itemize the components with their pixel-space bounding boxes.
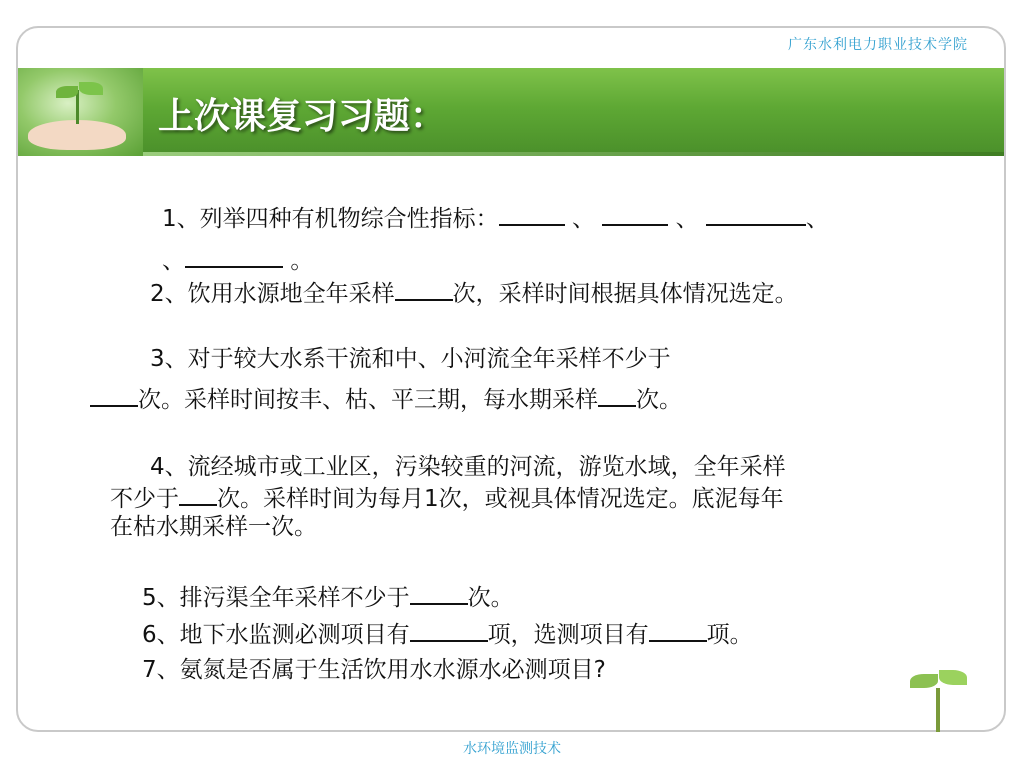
hand-sprout-image: [18, 68, 143, 156]
blank: [179, 482, 217, 506]
question-3-line-2: [90, 383, 682, 415]
question-2-text-end: 次，采样时间根据具体情况选定。: [452, 281, 798, 307]
blank: [649, 618, 707, 642]
blank: [410, 581, 468, 605]
question-4-text-cont: 次。采样时间为每月1次，或视具体情况选定。底泥每年: [217, 486, 784, 512]
sprout-leaf-icon: [910, 674, 938, 688]
slide-title: 上次课复习习题：: [158, 96, 447, 137]
question-1-text: 1、列举四种有机物综合性指标：: [162, 206, 499, 232]
blank: [499, 202, 565, 226]
question-3-line-1: 3、对于较大水系干流和中、小河流全年采样不少于: [150, 346, 671, 372]
sprout-stem: [76, 90, 79, 124]
question-1-line-1: [162, 202, 829, 234]
question-4-line-3: 在枯水期采样一次。: [110, 514, 317, 540]
question-5: [142, 581, 514, 613]
college-name: 广东水利电力职业技术学院: [788, 37, 968, 53]
question-2-text: 2、饮用水源地全年采样: [150, 281, 395, 307]
blank: [185, 244, 283, 268]
separator: 、: [571, 206, 595, 232]
question-3-text-end: 次。: [636, 387, 682, 413]
blank: [602, 202, 668, 226]
period: 。: [290, 248, 314, 274]
question-7: 7、氨氮是否属于生活饮用水水源水必测项目?: [142, 657, 606, 683]
hand-shape: [28, 120, 126, 150]
question-5-text: 5、排污渠全年采样不少于: [142, 585, 410, 611]
corner-sprout-icon: [908, 668, 968, 732]
sprout-stem: [936, 688, 940, 732]
question-6-text-end: 项。: [706, 622, 753, 648]
blank: [598, 383, 636, 407]
question-6: [142, 618, 753, 650]
separator: 、: [162, 248, 185, 274]
blank: [395, 277, 453, 301]
question-6-text: 6、地下水监测必测项目有: [142, 622, 410, 648]
question-3-text: 次。采样时间按丰、枯、平三期，每水期采样: [138, 387, 598, 413]
question-4-line-1: 4、流经城市或工业区，污染较重的河流，游览水域，全年采样: [150, 454, 786, 480]
sprout-leaf-icon: [56, 86, 78, 98]
question-5-text-end: 次。: [467, 585, 514, 611]
footer-course-name: 水环境监测技术: [463, 741, 561, 757]
blank: [706, 202, 806, 226]
blank: [90, 383, 138, 407]
question-4-line-2: [110, 482, 784, 514]
question-2: [150, 277, 798, 309]
separator: 、: [675, 206, 699, 232]
question-6-text-mid: 项，选测项目有: [487, 622, 649, 648]
question-1-line-2: [162, 244, 313, 276]
blank: [410, 618, 488, 642]
sprout-leaf-icon: [79, 82, 103, 95]
sprout-leaf-icon: [939, 670, 967, 685]
separator: 、: [805, 206, 829, 232]
question-4-text: 不少于: [110, 486, 179, 512]
